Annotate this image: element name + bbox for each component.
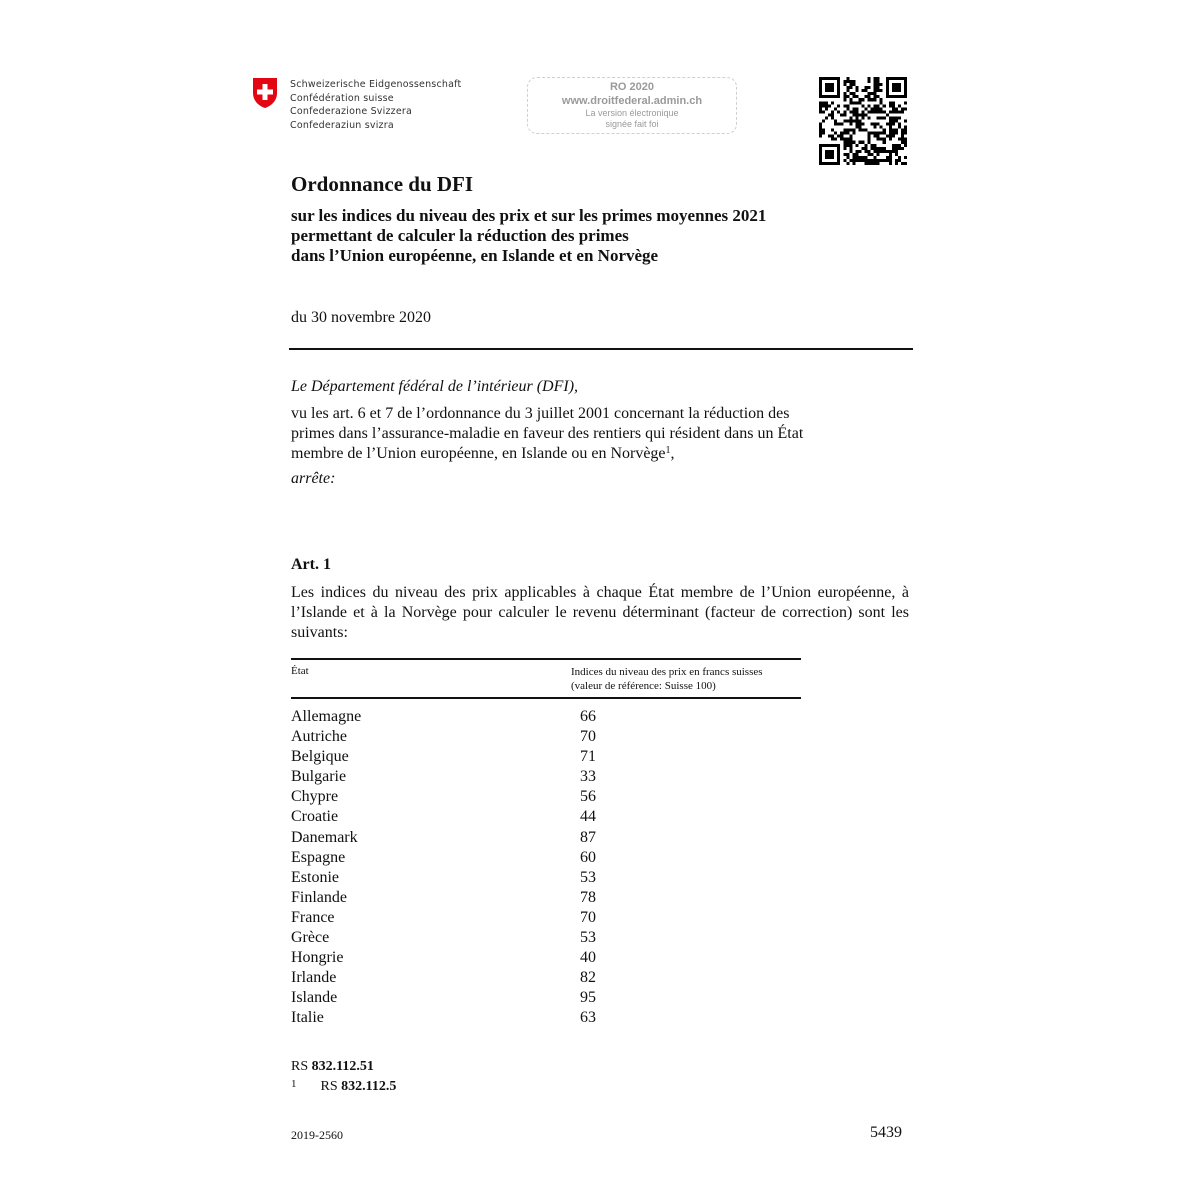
stamp-line: signée fait foi bbox=[605, 119, 659, 129]
rs-reference bbox=[291, 1059, 374, 1075]
article-text: Les indices du niveau des prix applicables à chaque État membre de l’Union européenne, à l’Islande et à la Norvège pour calculer le revenu déterminant (facteur de correction) sont les suivants: bbox=[291, 584, 909, 641]
table-header-line: Indices du niveau des prix en francs suisses bbox=[571, 666, 763, 678]
stamp-line: La version électronique bbox=[585, 108, 679, 118]
subtitle-line: dans l’Union européenne, en Islande et en Norvège bbox=[291, 246, 659, 265]
footnote-ref[interactable]: 1 bbox=[665, 445, 671, 456]
price-index-value: 82 bbox=[580, 969, 596, 987]
table-header-line: (valeur de référence: Suisse 100) bbox=[571, 680, 716, 692]
price-index-value: 44 bbox=[580, 808, 596, 826]
state-name: Chypre bbox=[291, 788, 339, 806]
footnote-prefix: RS bbox=[320, 1079, 342, 1094]
table-row bbox=[291, 868, 691, 888]
table-row bbox=[291, 707, 691, 727]
swiss-cross-icon bbox=[252, 77, 278, 109]
table-row bbox=[291, 888, 691, 908]
subtitle-line: sur les indices du niveau des prix et sur les primes moyennes 2021 bbox=[291, 206, 767, 225]
state-name: Allemagne bbox=[291, 708, 362, 725]
state-name: Belgique bbox=[291, 748, 349, 766]
table-row bbox=[291, 807, 691, 827]
table-row bbox=[291, 787, 691, 807]
price-index-value: 87 bbox=[580, 828, 596, 846]
table-row bbox=[291, 908, 691, 928]
table-row bbox=[291, 767, 691, 787]
page-number: 5439 bbox=[870, 1124, 902, 1141]
state-name: Bulgarie bbox=[291, 768, 347, 786]
confederation-line: Confédération suisse bbox=[290, 92, 394, 104]
document-title: Ordonnance du DFI bbox=[291, 172, 474, 196]
footnote-1 bbox=[291, 1079, 396, 1095]
table-header-state: État bbox=[291, 665, 309, 677]
price-index-value: 33 bbox=[580, 768, 596, 786]
price-index-value: 71 bbox=[580, 748, 596, 766]
confederation-line: Confederaziun svizra bbox=[290, 119, 394, 131]
issuing-department: Le Département fédéral de l’intérieur (DFI), bbox=[291, 378, 579, 395]
price-index-table bbox=[291, 707, 691, 1029]
table-row bbox=[291, 848, 691, 868]
state-name: Islande bbox=[291, 989, 338, 1007]
subtitle-line: permettant de calculer la réduction des primes bbox=[291, 226, 629, 245]
stamp-url: www.droitfederal.admin.ch bbox=[561, 95, 703, 107]
preamble-last-line bbox=[291, 444, 911, 464]
price-index-value: 66 bbox=[580, 708, 596, 725]
table-row bbox=[291, 747, 691, 767]
table-row bbox=[291, 828, 691, 848]
price-index-value: 63 bbox=[580, 1009, 596, 1027]
document-subtitle bbox=[291, 206, 766, 266]
footnote-number: 1 bbox=[291, 1078, 297, 1090]
article-heading: Art. 1 bbox=[291, 556, 331, 573]
state-name: Grèce bbox=[291, 929, 330, 947]
table-row bbox=[291, 928, 691, 948]
state-name: Danemark bbox=[291, 828, 358, 846]
state-name: Irlande bbox=[291, 969, 337, 987]
table-row bbox=[291, 948, 691, 968]
rs-prefix: RS bbox=[291, 1059, 312, 1074]
preamble-line: primes dans l’assurance-maladie en faveur des rentiers qui résident dans un État bbox=[291, 425, 804, 442]
state-name: France bbox=[291, 908, 335, 926]
stamp-line: RO 2020 bbox=[609, 81, 655, 93]
confederation-names bbox=[290, 78, 461, 132]
state-name: Finlande bbox=[291, 888, 347, 906]
price-index-value: 60 bbox=[580, 848, 596, 866]
state-name: Estonie bbox=[291, 868, 339, 886]
confederation-line: Schweizerische Eidgenossenschaft bbox=[290, 79, 462, 90]
state-name: Croatie bbox=[291, 808, 339, 826]
price-index-value: 53 bbox=[580, 929, 596, 947]
enacting-formula: arrête: bbox=[291, 470, 336, 487]
table-top-rule bbox=[291, 658, 801, 660]
preamble-punct: , bbox=[670, 445, 675, 462]
state-name: Hongrie bbox=[291, 949, 344, 967]
ro-stamp bbox=[527, 77, 737, 134]
table-row bbox=[291, 727, 691, 747]
qr-code-icon bbox=[819, 77, 907, 165]
preamble-line: vu les art. 6 et 7 de l’ordonnance du 3 juillet 2001 concernant la réduction des bbox=[291, 405, 790, 422]
document-date: du 30 novembre 2020 bbox=[291, 309, 431, 326]
confederation-line: Confederazione Svizzera bbox=[290, 106, 413, 117]
table-row bbox=[291, 968, 691, 988]
table-header-index bbox=[571, 665, 763, 693]
table-header-rule bbox=[291, 697, 801, 699]
price-index-value: 78 bbox=[580, 888, 596, 906]
price-index-value: 70 bbox=[580, 728, 596, 746]
price-index-value: 70 bbox=[580, 908, 596, 926]
preamble-basis bbox=[291, 404, 911, 464]
price-index-value: 40 bbox=[580, 949, 596, 967]
state-name: Espagne bbox=[291, 848, 346, 866]
price-index-value: 53 bbox=[580, 868, 596, 886]
document-number: 2019-2560 bbox=[291, 1128, 343, 1142]
price-index-value: 95 bbox=[580, 989, 596, 1007]
price-index-value: 56 bbox=[580, 788, 596, 806]
state-name: Italie bbox=[291, 1009, 324, 1027]
footnote-ref-number: 832.112.5 bbox=[341, 1079, 397, 1094]
state-name: Autriche bbox=[291, 728, 347, 746]
preamble-line: membre de l’Union européenne, en Islande ou en Norvège bbox=[291, 445, 666, 462]
table-row bbox=[291, 1008, 691, 1028]
table-row bbox=[291, 988, 691, 1008]
divider bbox=[289, 348, 913, 350]
rs-number: 832.112.51 bbox=[311, 1059, 374, 1074]
